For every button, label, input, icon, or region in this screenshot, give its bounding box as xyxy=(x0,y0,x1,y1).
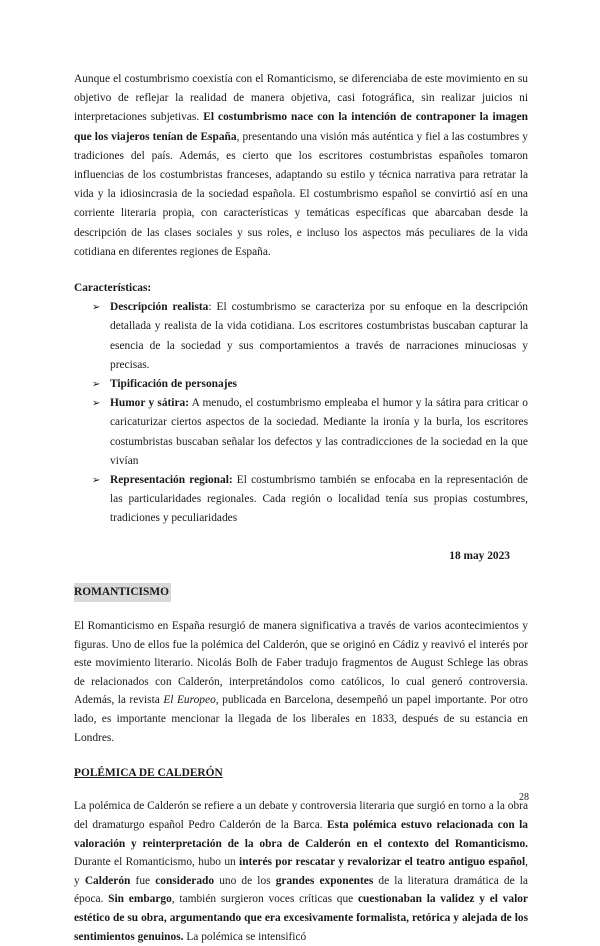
polemica-paragraph: La polémica de Calderón se refiere a un debate y controversia literaria que surgió en torno a la obra del dramaturgo español Pedro Calderón de la Barca. Esta polémica estuvo relacionada con la valoración y reinterpretación de la obra de Calderón en el contexto del Romanticismo. Durante el Romanticismo, hubo un interés por rescatar y revalorizar el teatro antiguo español, y Calderón fue considerado uno de los grandes exponentes de la literatura dramática de la época. Sin embargo, también surgieron voces críticas que cuestionaban la validez y el valor estético de su obra, argumentando que era excesivamente formalista, retórica y alejada de los sentimientos genuinos. La polémica se intensificó xyxy=(74,800,528,943)
intro-bold-claim: El costumbrismo nace con la intención de contraponer la imagen que los viajeros tenían de España xyxy=(74,111,528,143)
features-list xyxy=(74,298,528,528)
document-page xyxy=(74,70,528,946)
list-item: ➢ Descripción realista: El costumbrismo se caracteriza por su enfoque en la descripción detallada y realista de la vida cotidiana. Los escritores costumbristas buscaban capturar la esencia de la sociedad y sus comportamientos a través de narraciones minuciosas y precisas. xyxy=(92,298,528,375)
arrow-bullet-icon: ➢ xyxy=(92,398,101,410)
arrow-bullet-icon: ➢ xyxy=(92,379,101,391)
page-number: 28 xyxy=(519,791,529,803)
features-heading: Características: xyxy=(74,282,152,295)
list-item: ➢ Humor y sátira: A menudo, el costumbrismo empleaba el humor y la sátira para criticar o caricaturizar ciertos aspectos de la sociedad. Mediante la ironía y la burla, los escritores costumbristas buscaban señalar los defectos y las contradicciones de la sociedad en la que vivían xyxy=(92,394,528,471)
intro-paragraph xyxy=(74,70,528,262)
romanticismo-paragraph: El Romanticismo en España resurgió de manera significativa a través de varios acontecimientos y figuras. Uno de ellos fue la polémica del Calderón, que se originó en Cádiz y reavivó el interés por este movimiento literario. Nicolás Bolh de Faber tradujo fragmentos de August Schlege las obras de relacionados con Calderón, interpretándolos como católicos, lo cual generó controversia. Además, la revista El Europeo, publicada en Barcelona, desempeñó un papel importante. Por otro lado, es importante mencionar la llegada de los liberales en 1833, después de su estancia en Londres. xyxy=(74,620,528,744)
arrow-bullet-icon: ➢ xyxy=(92,302,101,314)
arrow-bullet-icon: ➢ xyxy=(92,475,101,487)
section-title-romanticismo: ROMANTICISMO xyxy=(74,583,171,602)
entry-date: 18 may 2023 xyxy=(449,549,510,562)
list-item: ➢ Representación regional: El costumbrismo también se enfocaba en la representación de las particularidades regionales. Cada región o localidad tenía sus propias costumbres, tradiciones y peculiaridades xyxy=(92,471,528,529)
romanticismo-heading-row xyxy=(74,583,528,602)
list-item: ➢ Tipificación de personajes xyxy=(92,375,528,394)
polemica-heading-row xyxy=(74,764,528,783)
journal-title: El Europeo xyxy=(163,694,216,707)
intro-text-1: Aunque el costumbrismo coexistía con el Romanticismo, se diferenciaba de este movimiento en su objetivo de reflejar la realidad de manera objetiva, casi fotográfica, sin realizar juicios ni interpretaciones subjetivas. xyxy=(74,73,528,124)
section-title-polemica: POLÉMICA DE CALDERÓN xyxy=(74,767,223,780)
intro-text-2: , presentando una visión más auténtica y fiel a las costumbres y tradiciones del país. Además, es cierto que los escritores costumbristas españoles tomaron influencias de los costumbristas franceses, adaptando su estilo y técnica narrativa para retratar la vida y la idiosincrasia de la sociedad española. El costumbrismo español se convirtió así en una corriente literaria propia, con características y temáticas específicas que abarcaban desde la descripción de las clases sociales y sus roles, e incluso los aspectos más peculiares de la vida cotidiana en diferentes regiones de España. xyxy=(74,130,528,258)
